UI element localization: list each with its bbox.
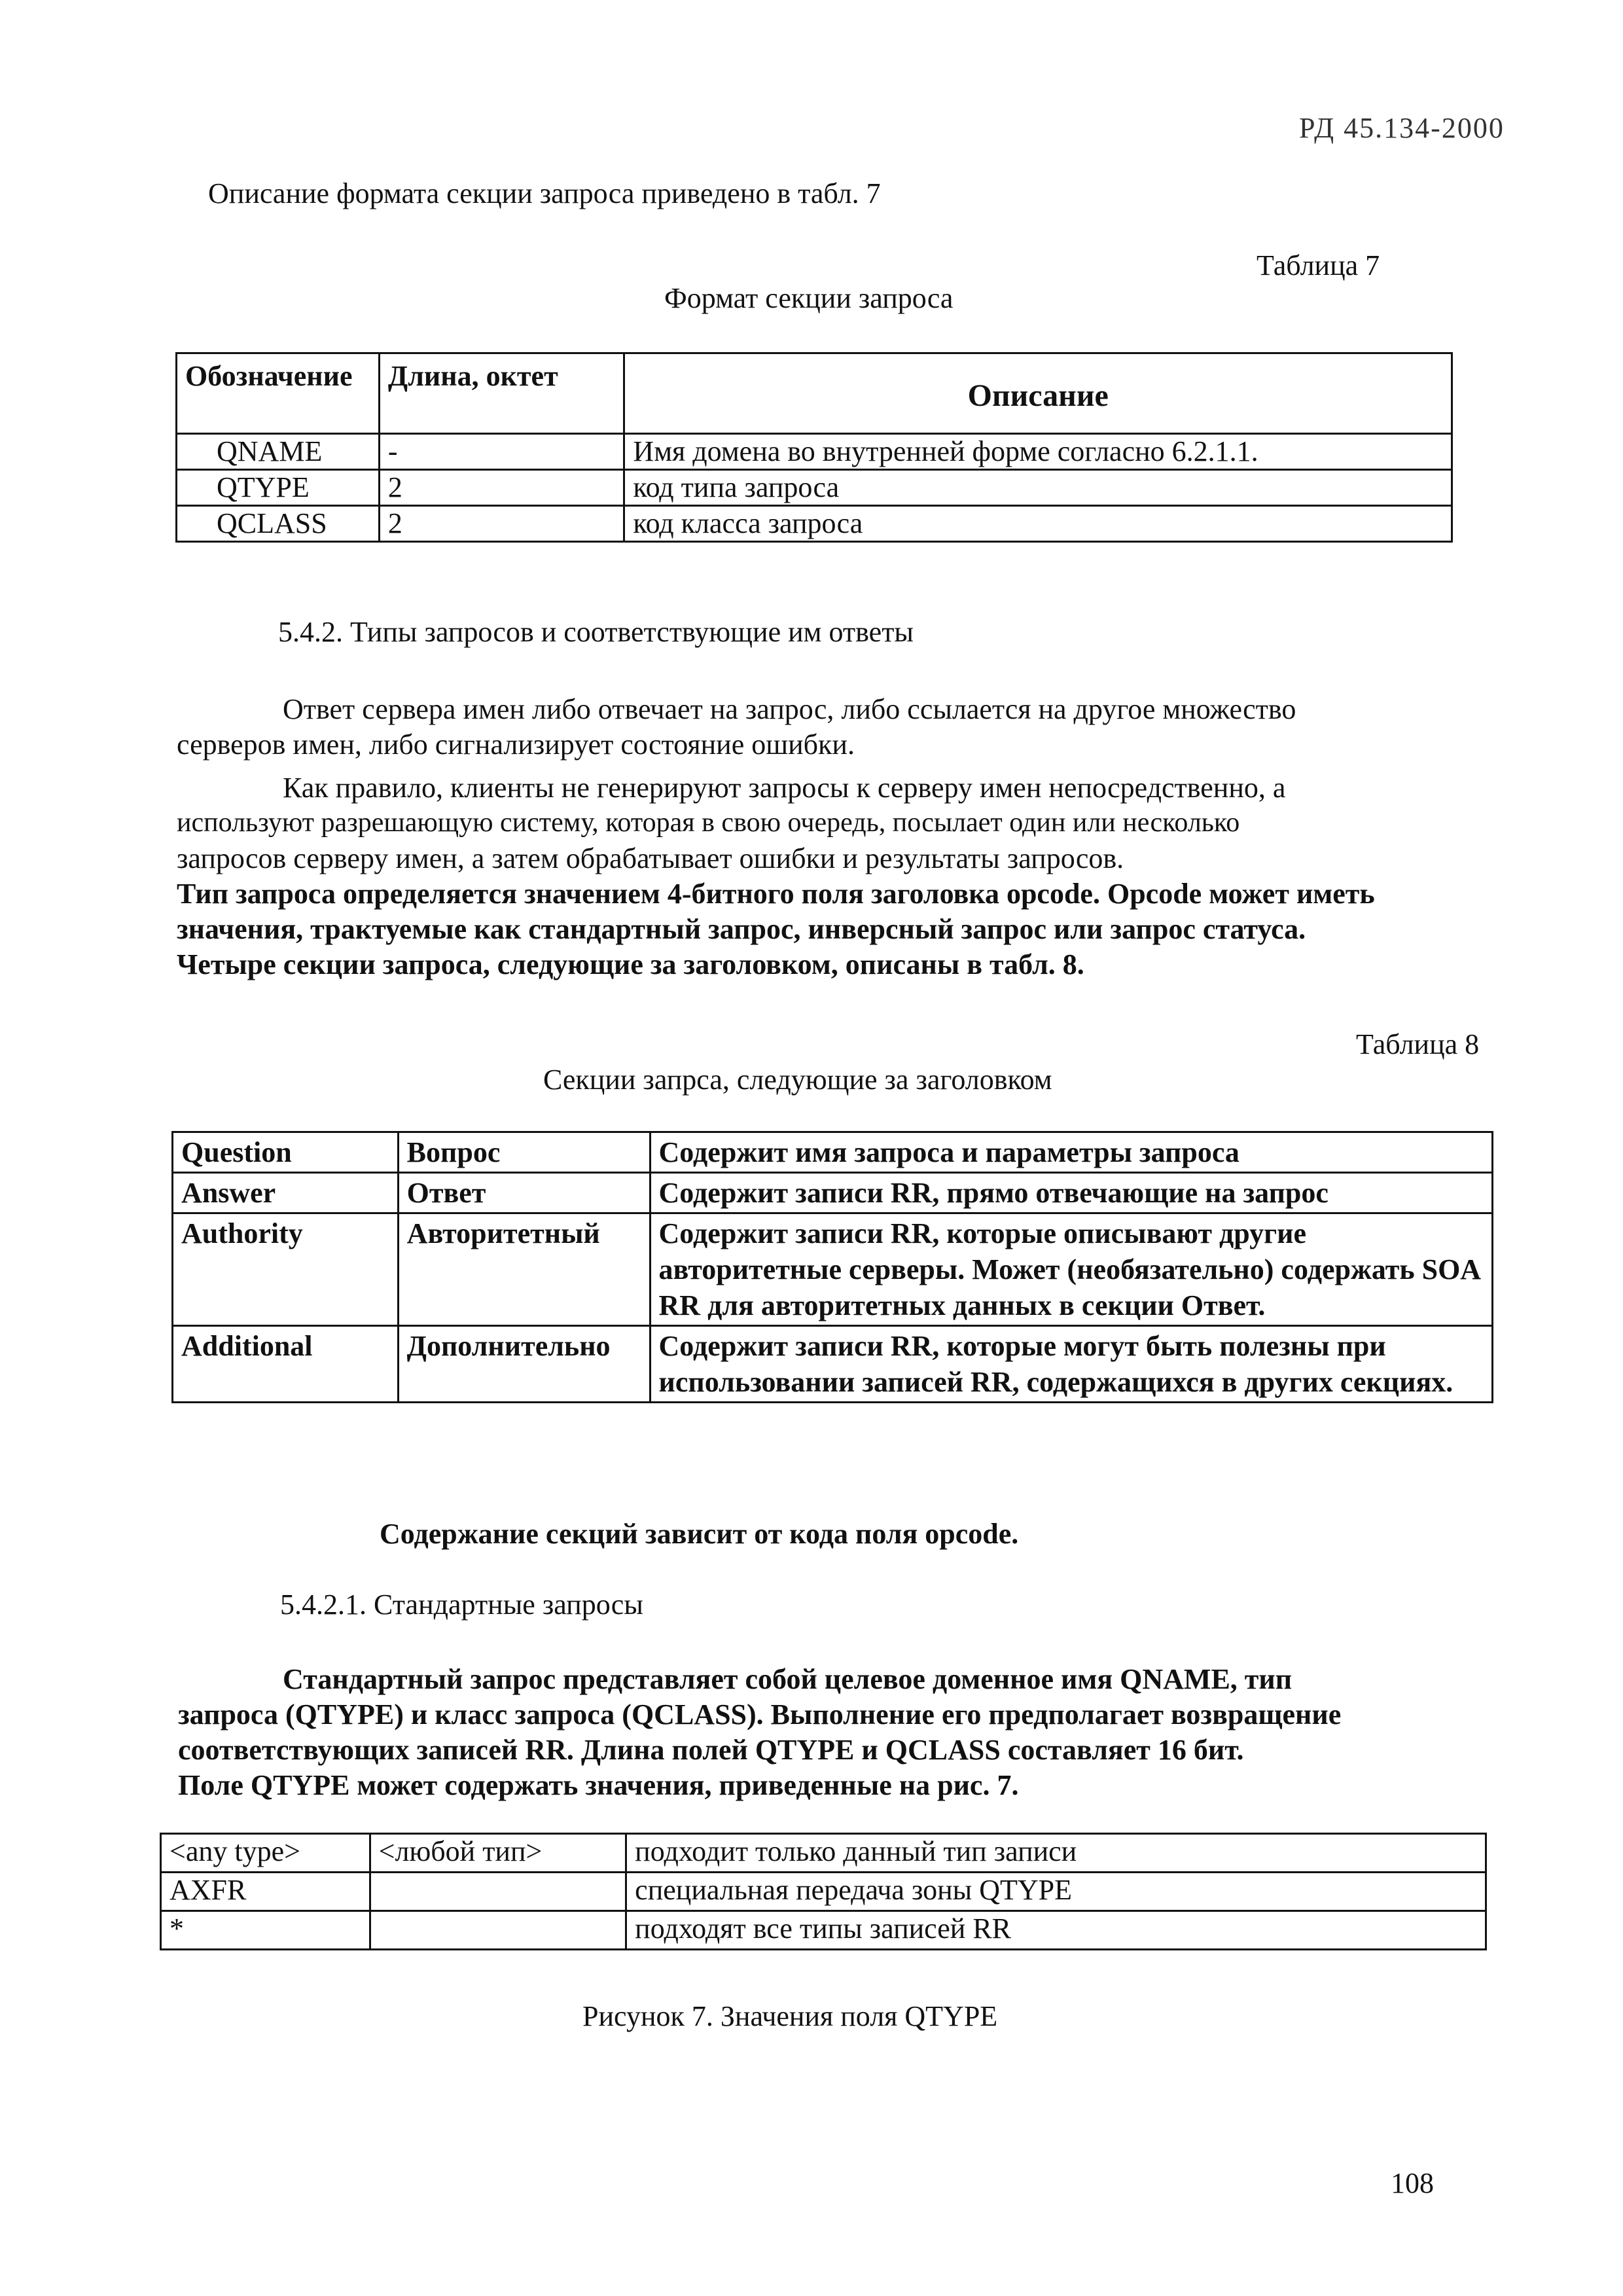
table-cell: Содержит записи RR, которые могут быть полезны при использовании записей RR, содержащихся в других секциях. — [650, 1326, 1492, 1403]
table-cell: Answer — [173, 1173, 399, 1213]
table-row — [173, 1326, 1493, 1403]
table-cell: Содержит записи RR, прямо отвечающие на запрос — [650, 1173, 1492, 1213]
table-cell: QTYPE — [177, 470, 380, 506]
paragraph-line: Стандартный запрос представляет собой целевое доменное имя QNAME, тип — [283, 1663, 1293, 1695]
paragraph-line: соответствующих записей RR. Длина полей QTYPE и QCLASS составляет 16 бит. — [178, 1734, 1244, 1766]
paragraph-line: запроса (QTYPE) и класс запроса (QCLASS). Выполнение его предполагает возвращение — [178, 1698, 1342, 1731]
document-code: РД 45.134-2000 — [1299, 112, 1505, 144]
paragraph-line: запросов серверу имен, а затем обрабатывает ошибки и результаты запросов. — [177, 842, 1124, 874]
table7-label: Таблица 7 — [1257, 249, 1380, 281]
table-cell — [370, 1873, 626, 1911]
table-cell: Содержит имя запроса и параметры запроса — [650, 1132, 1492, 1173]
intro-text: Описание формата секции запроса приведено в табл. 7 — [208, 177, 881, 209]
paragraph-line: серверов имен, либо сигнализирует состояние ошибки. — [177, 728, 855, 761]
table-cell: - — [379, 434, 624, 470]
table-cell: 2 — [379, 470, 624, 506]
table-row — [161, 1834, 1486, 1873]
paragraph-line: Тип запроса определяется значением 4-битного поля заголовка opcode. Opcode может иметь — [177, 878, 1375, 910]
table-cell: Авторитетный — [398, 1213, 650, 1326]
section-5421-heading: 5.4.2.1. Стандартные запросы — [280, 1588, 643, 1621]
table-cell: QCLASS — [177, 506, 380, 542]
page-number: 108 — [1391, 2167, 1434, 2199]
table-cell: 2 — [379, 506, 624, 542]
table-cell: <любой тип> — [370, 1834, 626, 1873]
table7-header-length: Длина, октет — [379, 353, 624, 434]
table-cell: Additional — [173, 1326, 399, 1403]
table7-header-row — [177, 353, 1452, 434]
section-542-heading: 5.4.2. Типы запросов и соответствующие им ответы — [278, 616, 914, 648]
paragraph-line: Четыре секции запроса, следующие за заголовком, описаны в табл. 8. — [177, 948, 1084, 980]
table7 — [175, 352, 1453, 543]
table-cell: * — [161, 1911, 370, 1950]
table-cell: Имя домена во внутренней форме согласно 6.2.1.1. — [624, 434, 1452, 470]
table-row — [173, 1132, 1493, 1173]
table-row — [161, 1873, 1486, 1911]
table-cell: код класса запроса — [624, 506, 1452, 542]
table-cell: Дополнительно — [398, 1326, 650, 1403]
table-cell: <any type> — [161, 1834, 370, 1873]
table8 — [171, 1131, 1493, 1403]
figure7-caption: Рисунок 7. Значения поля QTYPE — [582, 2000, 998, 2032]
figure7-table — [160, 1833, 1487, 1950]
paragraph-line: значения, трактуемые как стандартный запрос, инверсный запрос или запрос статуса. — [177, 913, 1306, 945]
table-cell: Authority — [173, 1213, 399, 1326]
table7-header-description: Описание — [624, 353, 1452, 434]
table-cell: AXFR — [161, 1873, 370, 1911]
table-row — [173, 1213, 1493, 1326]
paragraph-line: Поле QTYPE может содержать значения, приведенные на рис. 7. — [178, 1769, 1019, 1801]
table-cell: Question — [173, 1132, 399, 1173]
table-cell: код типа запроса — [624, 470, 1452, 506]
table-row — [177, 434, 1452, 470]
table8-note: Содержание секций зависит от кода поля opcode. — [380, 1518, 1019, 1550]
table7-header-designation: Обозначение — [177, 353, 380, 434]
table7-title: Формат секции запроса — [664, 282, 954, 314]
paragraph-line: используют разрешающую систему, которая в свою очередь, посылает один или несколько — [177, 808, 1240, 838]
table-row — [177, 506, 1452, 542]
table-cell: специальная передача зоны QTYPE — [626, 1873, 1486, 1911]
table8-title: Секции запрса, следующие за заголовком — [543, 1064, 1052, 1096]
table-row — [173, 1173, 1493, 1213]
table8-label: Таблица 8 — [1356, 1028, 1480, 1060]
table-cell: подходят все типы записей RR — [626, 1911, 1486, 1950]
table-cell: Ответ — [398, 1173, 650, 1213]
table-cell — [370, 1911, 626, 1950]
table-cell: Вопрос — [398, 1132, 650, 1173]
table-cell: QNAME — [177, 434, 380, 470]
table-row — [177, 470, 1452, 506]
table-cell: Содержит записи RR, которые описывают другие авторитетные серверы. Может (необязательно) содержать SOA RR для авторитетных данных в секции Ответ. — [650, 1213, 1492, 1326]
table-cell: подходит только данный тип записи — [626, 1834, 1486, 1873]
paragraph-line: Ответ сервера имен либо отвечает на запрос, либо ссылается на другое множество — [283, 693, 1296, 725]
paragraph-line: Как правило, клиенты не генерируют запросы к серверу имен непосредственно, а — [283, 772, 1286, 804]
table-row — [161, 1911, 1486, 1950]
